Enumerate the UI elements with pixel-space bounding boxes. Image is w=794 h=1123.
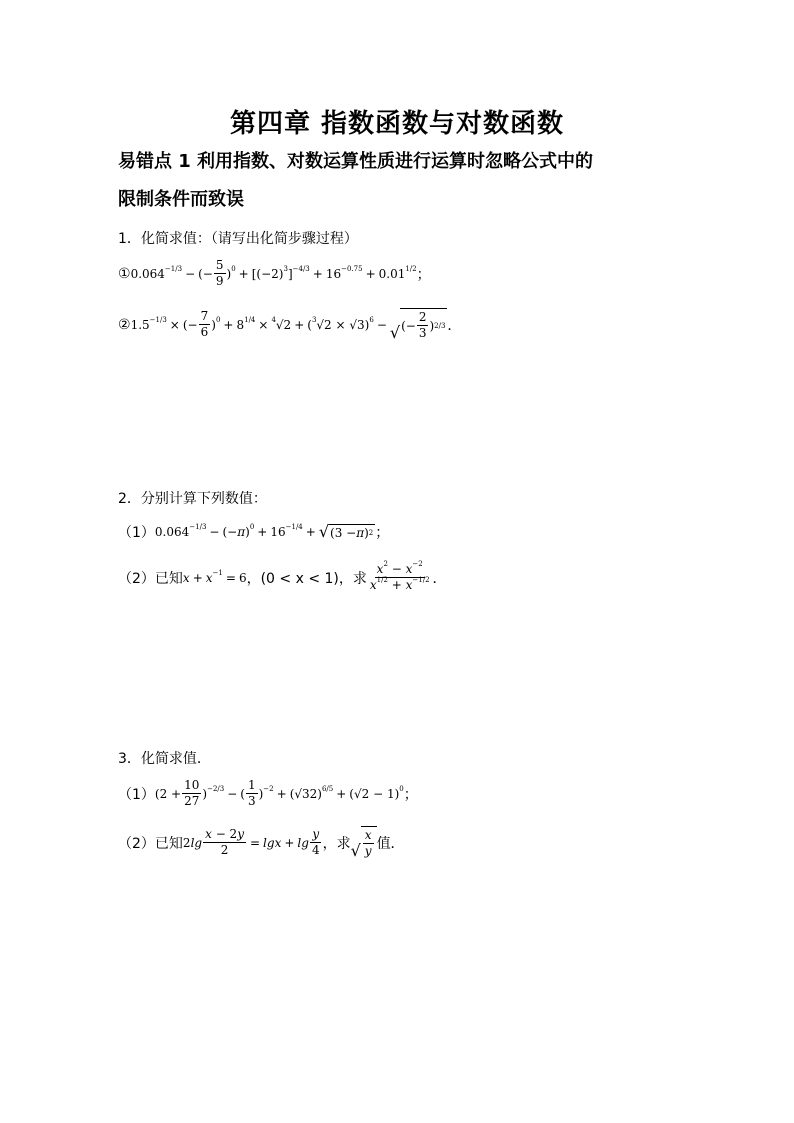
- fraction: $\frac{x^2 - x^{-2}}{x^{1/2} + x^{-1/2}}$: [369, 560, 430, 592]
- question-2-heading: 2．分别计算下列数值：: [118, 491, 267, 507]
- question-1-heading: 1．化简求值：（请写出化简步骤过程）: [118, 231, 358, 247]
- fraction: $\frac{5}{9}$: [215, 258, 224, 288]
- part-marker: ②: [118, 316, 131, 333]
- part-marker: （1）: [118, 786, 155, 803]
- fraction: $\frac{1}{3}$: [247, 778, 256, 808]
- question-2-part-2: （2）已知 x + x $^{-1}$ = 6 ，(0 < x < 1)，求 $\frac{x^2 - x^{-2}}{x^{1/2} + x^{-1/2}}$ ．: [118, 560, 447, 592]
- radical: √ (− $\frac{2}{3}$ ) 2/3: [389, 310, 446, 342]
- fraction: $\frac{7}{6}$: [200, 309, 209, 339]
- question-1-part-2: ② $1.5^{-1/3}$ × (− $\frac{7}{6}$ )$^0$ + $8^{1/4}$ × $^4$√2 + $(^3√2 \times √3)^6$ − √ (− $\frac{2}{3}$ ) 2/3 ．: [118, 309, 462, 342]
- fraction: $\frac{x - 2y}{2}$: [205, 827, 244, 857]
- fraction: $\frac{y}{4}$: [311, 827, 320, 857]
- formula: $0.064^{-1/3}$: [130, 264, 183, 281]
- question-3-part-2: （2）已知 2 lg $\frac{x - 2y}{2}$ = lgx + lg $\frac{y}{4}$ ，求 √ $\frac{x}{y}$ 值．: [118, 827, 405, 860]
- section-heading-line-1: 易错点 1 利用指数、对数运算性质进行运算时忽略公式中的: [118, 151, 594, 172]
- chapter-title: 第四章 指数函数与对数函数: [229, 109, 565, 139]
- part-marker: （2）已知: [118, 570, 183, 587]
- question-1-part-1: ① $0.064^{-1/3}$ − (− $\frac{5}{9}$ )$^0$ + $[(-2)^3]^{-4/3}$ + $16^{-0.75}$ + $0.01^{1/2}$ ；: [118, 258, 431, 288]
- radical: √ (3 − π ) 2: [318, 522, 374, 541]
- part-marker: （1）: [118, 525, 155, 541]
- question-3-heading: 3．化简求值．: [118, 751, 211, 767]
- question-2-part-1: （1） $0.064^{-1/3}$ − $(-\pi)^0$ + $16^{-1/4}$ + √ (3 − π ) 2 ；: [118, 522, 390, 541]
- part-marker: （2）已知: [118, 835, 183, 852]
- question-3-part-1: （1） (2 + $\frac{10}{27}$ )$^{-2/3}$ − ( $\frac{1}{3}$ )$^{-2}$ + $(√32)^{6/5}$ + $(√2 - 1)^0$ ；: [118, 778, 418, 808]
- part-marker: ①: [118, 265, 131, 282]
- section-heading-line-2: 限制条件而致误: [118, 189, 244, 210]
- fraction: $\frac{10}{27}$: [184, 778, 200, 808]
- radical: √ $\frac{x}{y}$: [351, 826, 377, 859]
